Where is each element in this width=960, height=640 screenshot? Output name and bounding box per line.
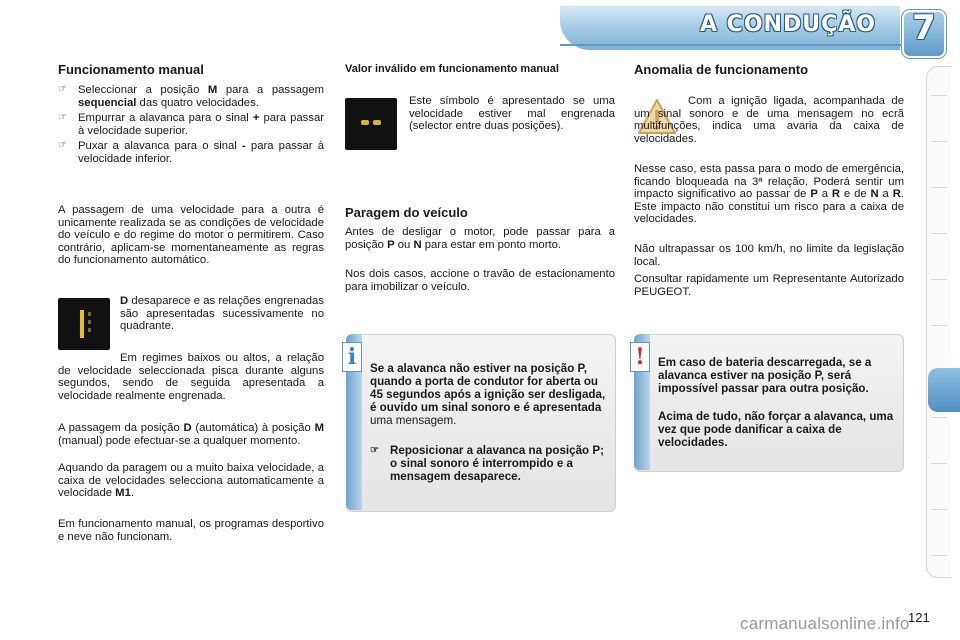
heading-malfunction: Anomalia de funcionamento: [634, 62, 809, 77]
paragraph-low-high-revs: Em regimes baixos ou altos, a relação de velocidade seleccionada pisca durante alguns segundos, sendo de seguida apresentada a velocidade realmente engrenada.: [58, 352, 324, 402]
list-item: ☞ Empurrar a alavanca para o sinal + para passar à velocidade superior.: [58, 112, 324, 137]
heading-invalid-value: Valor inválido em funcionamento manual: [345, 63, 559, 75]
gear-display-symbol: [58, 298, 110, 350]
header-divider: [560, 44, 902, 46]
paragraph-stop-m1: Aquando da paragem ou a muito baixa velocidade, a caixa de velocidades selecciona automaticamente a velocidade M1.: [58, 462, 324, 500]
pointing-hand-icon: ☞: [58, 84, 67, 95]
watermark-text: carmanualsonline.info: [740, 614, 910, 633]
paragraph-parking-brake: Nos dois casos, accione o travão de estacionamento para imobilizar o veículo.: [345, 268, 615, 293]
paragraph-malfunction-indicator: Com a ignição ligada, acompanhada de um sinal sonoro e de uma mensagem no ecrã multifunções, indica uma avaria da caixa de velocidades.: [634, 95, 904, 145]
info-note-bullet: ☞ Reposicionar a alavanca na posição P; o sinal sonoro é interrompido e a mensagem desaparece.: [370, 444, 604, 483]
pointing-hand-icon: ☞: [58, 112, 67, 124]
warning-exclamation-icon: !: [630, 342, 650, 372]
paragraph-d-disappears: D desaparece e as relações engrenadas são apresentadas sucessivamente no quadrante.: [120, 295, 324, 333]
pointing-hand-icon: ☞: [58, 140, 67, 152]
pointing-hand-icon: ☞: [370, 445, 379, 456]
heading-manual-operation: Funcionamento manual: [58, 62, 204, 77]
list-item: ☞ Puxar a alavanca para o sinal - para passar à velocidade inferior.: [58, 140, 324, 165]
heading-vehicle-stop: Paragem do veículo: [345, 205, 468, 220]
list-item: ☞ Seleccionar a posição M para a passagem sequencial das quatro velocidades.: [58, 84, 324, 109]
paragraph-invalid-symbol: Este símbolo é apresentado se uma velocidade estiver mal engrenada (selector entre duas posições).: [409, 95, 615, 133]
page-title: A CONDUÇÃO: [700, 12, 876, 37]
chapter-tab-active[interactable]: [928, 368, 960, 412]
paragraph-contact-dealer: Consultar rapidamente um Representante Autorizado PEUGEOT.: [634, 273, 904, 298]
paragraph-emergency-mode: Nesse caso, esta passa para o modo de emergência, ficando bloqueada na 3ª relação. Poderá sentir um impacto significativo ao passar de P a R e de N a R. Este impacto não constitui um risco para a caixa de velocidades.: [634, 163, 905, 226]
paragraph-d-to-m: A passagem da posição D (automática) à posição M (manual) pode efectuar-se a qualquer momento.: [58, 422, 324, 447]
chapter-tab-strip: [926, 66, 951, 578]
paragraph-stop-neutral: Antes de desligar o motor, pode passar para a posição P ou N para estar em ponto morto.: [345, 226, 615, 251]
warning-note-text: Em caso de bateria descarregada, se a alavanca estiver na posição P, será impossível passar para outra posição.: [658, 356, 872, 395]
paragraph-shift-conditions: A passagem de uma velocidade para a outra é unicamente realizada se as condições de velocidade do veículo e do regime do motor o permitirem. Caso contrário, aplicam-se momentaneamente as regras do funcionamento automático.: [58, 204, 324, 267]
manual-bullets: [58, 84, 324, 166]
paragraph-sport-snow: Em funcionamento manual, os programas desportivo e neve não funcionam.: [58, 518, 324, 543]
paragraph-speed-limit: Não ultrapassar os 100 km/h, no limite da legislação local.: [634, 243, 904, 268]
page-number: 121: [908, 610, 930, 625]
info-icon: i: [342, 342, 362, 372]
warning-note-box: [634, 334, 904, 472]
warning-note-text-2: Acima de tudo, não forçar a alavanca, uma vez que pode danificar a caixa de velocidades.: [658, 410, 894, 449]
info-note-text: Se a alavanca não estiver na posição P, quando a porta de condutor for aberta ou 45 segundos após a ignição ser desligada, é ouvido um sinal sonoro e é apresentada uma mensagem.: [370, 362, 606, 427]
invalid-gear-symbol: [345, 98, 397, 150]
chapter-number: 7: [912, 8, 936, 48]
